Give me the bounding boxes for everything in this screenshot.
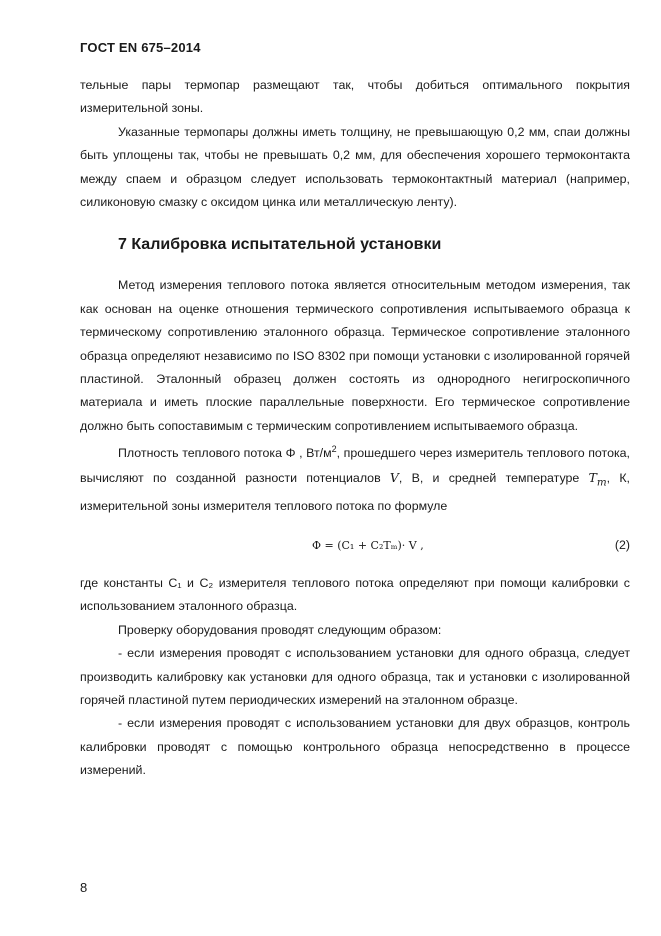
paragraph-heat-flux: [80, 438, 630, 518]
list-item-single-specimen: - если измерения проводят с использованием установки для одного образца, следует производить калибровку как установки для одного образца, так и установки с изолированной горячей пластиной путем периодических измерений на эталонном образце.: [80, 646, 630, 707]
paragraph-checks: Проверку оборудования проводят следующим образом:: [118, 622, 442, 637]
formula-row: [80, 524, 630, 568]
symbol-v: V: [389, 469, 399, 485]
paragraph-thermocouples: Указанные термопары должны иметь толщину, не превышающую 0,2 мм, спаи должны быть уплощены так, чтобы не превышать 0,2 мм, для обеспечения хорошего термоконтакта между спаем и образцом следует использовать термоконтактный материал (например, силиконовую смазку с оксидом цинка или металлическую ленту).: [80, 124, 630, 210]
paragraph-constants: где константы C₁ и C₂ измерителя теплового потока определяют при помощи калибровки с использованием эталонного образца.: [80, 575, 630, 614]
heat-flux-text-d: , К, измерительной зоны измерителя теплового потока по формуле: [80, 470, 630, 513]
document-body: [80, 74, 630, 783]
section-title: 7 Калибровка испытательной установки: [118, 236, 442, 254]
document-header: ГОСТ EN 675–2014: [80, 40, 201, 55]
paragraph-method: Метод измерения теплового потока является относительным методом измерения, так как основан на оценке отношения термического сопротивления испытываемого образца к термическому сопротивлению эталонного образца. Термическое сопротивление эталонного образца определяют независимо по ISO 8302 при помощи установки с изолированной горячей пластиной. Эталонный образец должен состоять из однородного негигроскопичного материала и иметь плоские параллельные поверхности. Его термическое сопротивление должно быть сопоставимым с термическим сопротивлением испытываемого образца.: [80, 278, 630, 433]
heat-flux-text-b: , прошедшего через измеритель теплового потока, вычисляют по созданной разности потенциалов: [80, 446, 630, 485]
heat-flux-text-c: , В, и средней температуре: [398, 470, 589, 485]
formula: Φ = (C₁ + C₂Tₘ)· V ,: [312, 538, 424, 552]
symbol-t: T: [588, 469, 597, 485]
formula-number: (2): [614, 537, 630, 552]
heat-flux-text-a: Плотность теплового потока Φ , Вт/м: [118, 446, 332, 461]
superscript-2: 2: [331, 444, 337, 455]
symbol-t-subscript: m: [596, 476, 607, 489]
list-item-two-specimens: - если измерения проводят с использованием установки для двух образцов, контроль калибровки проводят с помощью контрольного образца непосредственно в процессе измерений.: [80, 716, 630, 778]
page-number: 8: [80, 880, 88, 895]
paragraph-continuation: тельные пары термопар размещают так, чтобы добиться оптимального покрытия измерительной зоны.: [80, 78, 630, 116]
